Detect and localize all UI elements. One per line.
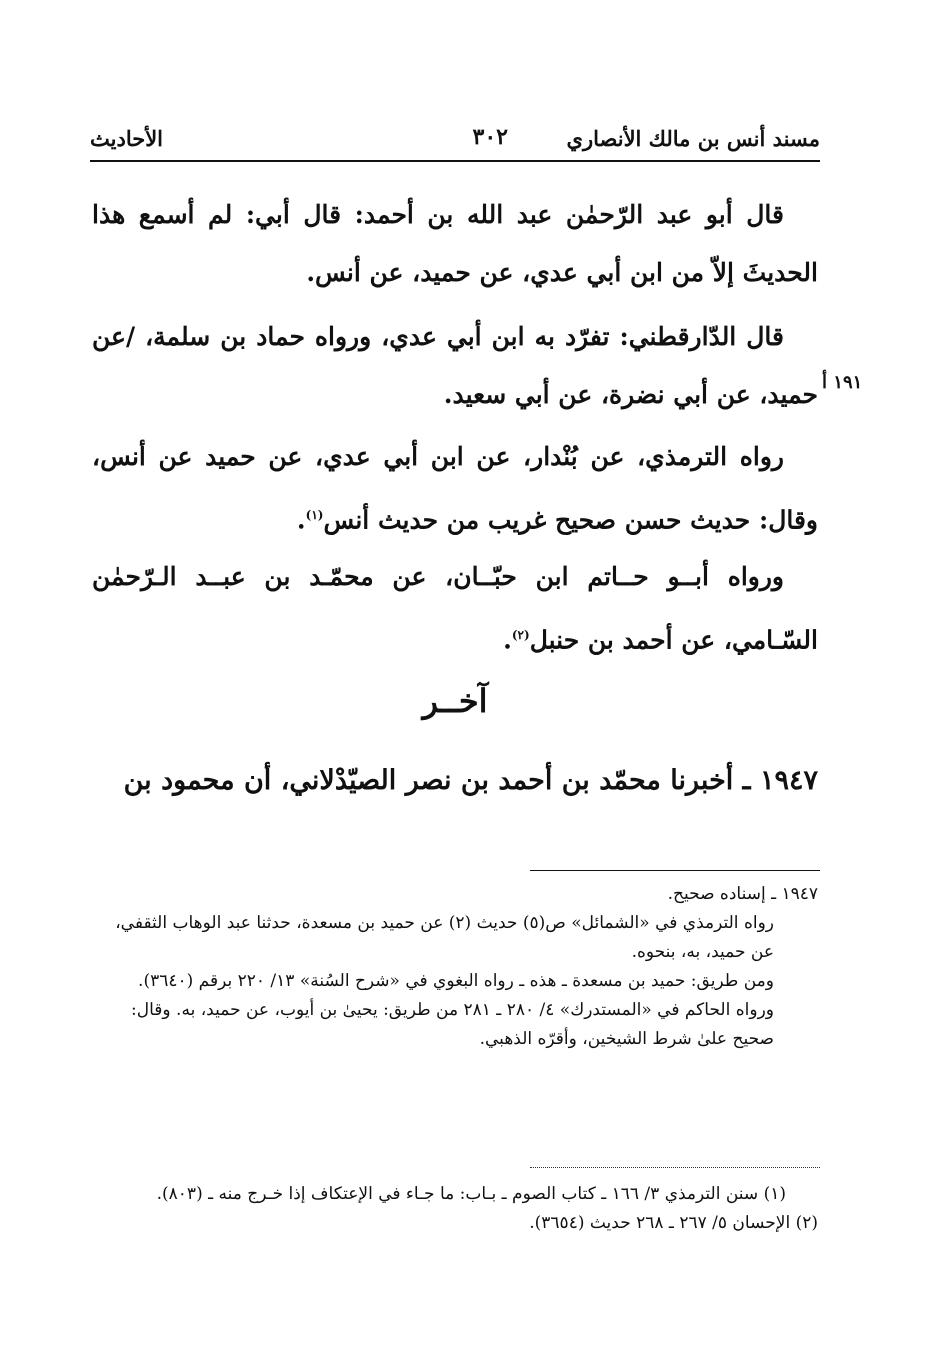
footnotes	[92, 1180, 818, 1238]
note-item: رواه الترمذي في «الشمائل» ص(٥) حديث (٢) عن حميد بن مسعدة، حدثنا عبد الوهاب الثقفي، عن حميد، به، بنحوه.	[115, 913, 774, 962]
note-item: ورواه الحاكم في «المستدرك» ٤/ ٢٨٠ ـ ٢٨١ من طريق: يحيىٰ بن أيوب، عن حميد، به. وقال: صحيح علىٰ شرط الشيخين، وأقرّه الذهبي.	[131, 1000, 774, 1049]
notes-rule	[530, 870, 820, 871]
hadith-notes	[92, 880, 818, 1054]
paragraph-1	[92, 186, 818, 302]
paragraph-text: رواه الترمذي، عن بُنْدار، عن ابن أبي عدي، عن حميد عن أنس، وقال: حديث حسن صحيح غريب من حديث أنس	[92, 442, 818, 535]
page-header	[90, 118, 820, 158]
section-title: الأحاديث	[90, 126, 164, 151]
paragraph-3: رواه الترمذي، عن بُنْدار، عن ابن أبي عدي، عن حميد عن أنس، وقال: حديث حسن صحيح غريب من حديث أنس$^{(١)}$.	[92, 442, 818, 535]
footnote-item: (١) سنن الترمذي ٣/ ١٦٦ ـ كتاب الصوم ـ بـاب: ما جـاء في الإعتكاف إذا خـرج منه ـ (٨٠٣).	[156, 1184, 786, 1204]
hadith-text: ١٩٤٧ ـ أخبرنا محمّد بن أحمد بن نصر الصيّدْلاني، أن محمود بن	[123, 765, 818, 796]
paragraph-2	[92, 308, 818, 424]
footnotes-rule	[530, 1167, 820, 1168]
footnote-item: (٢) الإحسان ٥/ ٢٦٧ ـ ٢٦٨ حديث (٣٦٥٤).	[529, 1213, 818, 1233]
note-item: ١٩٤٧ ـ إسناده صحيح.	[667, 884, 818, 904]
hadith-line	[92, 752, 818, 810]
note-item: ومن طريق: حميد بن مسعدة ـ هذه ـ رواه البغوي في «شرح السُنة» ١٣/ ٢٢٠ برقم (٣٦٤٠).	[138, 971, 774, 991]
footnote-ref-2: (٢)	[511, 628, 530, 642]
page-number: ٣٠٢	[472, 124, 508, 150]
chapter-heading: آخــر	[422, 682, 488, 720]
book-title: مسند أنس بن مالك الأنصاري	[566, 126, 820, 151]
footnote-ref-1: (١)	[305, 508, 324, 522]
paragraph-4: ورواه أبــو حــاتم ابن حبّــان، عن محمّـد بن عبــد الـرّحمٰن السّـامي، عن أحمد بن حنبل$^{(٢)}$.	[92, 562, 818, 655]
paragraph-text: قال الدّارقطني: تفرّد به ابن أبي عدي، ورواه حماد بن سلمة، /عن حميد، عن أبي نضرة، عن أبي سعيد.	[92, 322, 818, 409]
paragraph-text: ورواه أبــو حــاتم ابن حبّــان، عن محمّـد بن عبــد الـرّحمٰن السّـامي، عن أحمد بن حنبل	[92, 562, 818, 655]
header-rule	[90, 160, 820, 162]
margin-folio-note: ١٩١ أ	[822, 372, 863, 393]
paragraph-text: قال أبو عبد الرّحمٰن عبد الله بن أحمد: قال أبي: لم أسمع هذا الحديثَ إلاّ من ابن أبي عدي، عن حميد، عن أنس.	[92, 200, 818, 287]
